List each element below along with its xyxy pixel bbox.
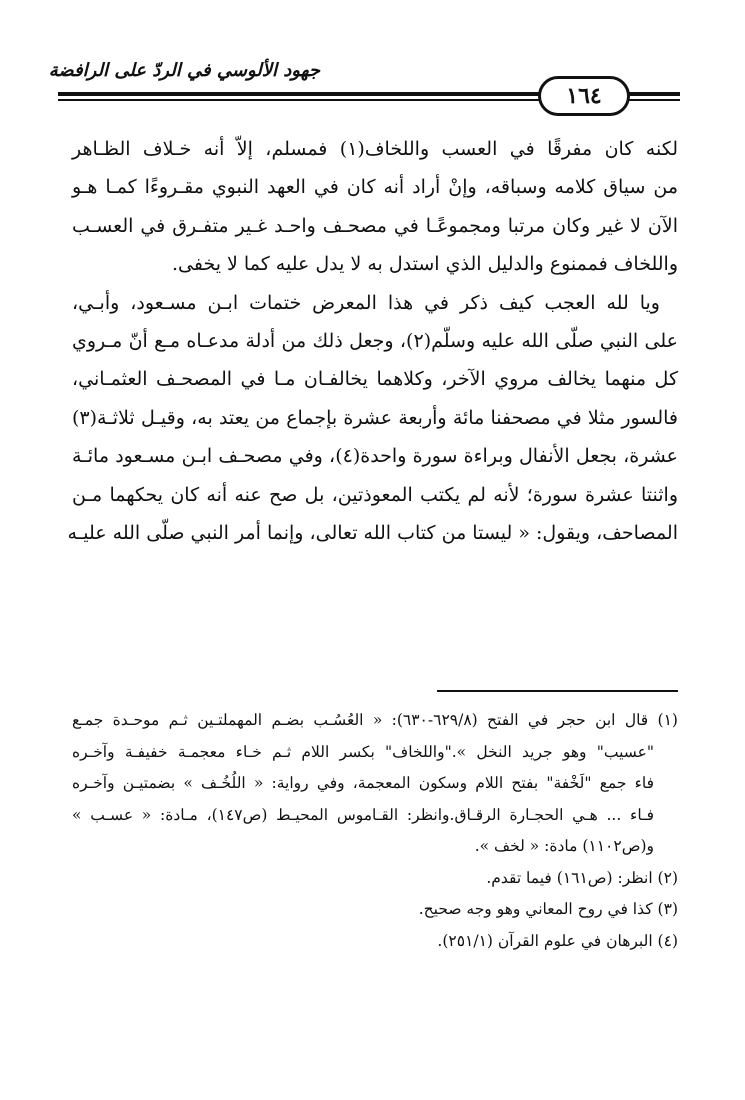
footnote-line: فاء جمع "لَخْفة" بفتح اللام وسكون المعجمة، وفي رواية: « اللُخُـف » بضمتيـن وآخـره — [72, 774, 654, 792]
footnote-line: (٢) انظر: (ص١٦١) فيما تقدم. — [486, 868, 678, 887]
text-line: كل منهما يخالف مروي الآخر، وكلاهما يخالفـان مـا في المصحـف العثمـاني، — [72, 368, 678, 391]
running-title: جهود الألوسي في الردّ على الرافضة — [48, 60, 320, 81]
text-line: على النبي صلّى الله عليه وسلّم(٢)، وجعل ذلك من أدلة مدعـاه مـع أنّ مـروي — [72, 330, 679, 353]
text-line: فالسور مثلا في مصحفنا مائة وأربعة عشرة بإجماع من يعتد به، وقيـل ثلاثـة(٣) — [72, 406, 678, 429]
footnote-3 — [72, 894, 678, 926]
footnote-rule — [437, 690, 678, 692]
text-line: واثنتا عشرة سورة؛ لأنه لم يكتب المعوذتين، بل صح عنه أنه كان يحكهما مـن — [72, 483, 678, 506]
text-line: واللخاف فممنوع والدليل الذي استدل به لا يدل عليه كما لا يخفى. — [171, 253, 678, 276]
footnote-line: فـاء ... هـي الحجـارة الرقـاق.وانظر: القـاموس المحيـط (ص١٤٧)، مـادة: « عسـب » — [72, 805, 654, 824]
paragraph-1 — [72, 130, 678, 284]
footnote-line: (١) قال ابن حجر في الفتح (٦٢٩/٨-٦٣٠): « العُسُـب بضـم المهملتـين ثـم موحـدة جمـع — [72, 711, 678, 729]
text-line: الآن لا غير وكان مرتبا ومجموعًـا في مصحـف واحـد غـير متفـرق في العسـب — [72, 214, 678, 237]
footnote-4 — [72, 926, 678, 958]
text-line: عشرة، بجعل الأنفال وبراءة سورة واحدة(٤)، وفي مصحـف ابـن مسـعود مائـة — [72, 445, 678, 468]
footnote-line: "عسيب" وهو جريد النخل »."واللخاف" بكسر اللام ثـم خـاء معجمـة خفيفـة وآخـره — [72, 742, 654, 761]
text-line: المصاحف، ويقول: « ليستا من كتاب الله تعالى، وإنما أمر النبي صلّى الله عليـه — [67, 522, 678, 545]
text-line: من سياق كلامه وسباقه، وإنْ أراد أنه كان في العهد النبوي مقـروءًا كمـا هـو — [72, 176, 678, 199]
footnote-line: (٤) البرهان في علوم القرآن (٢٥١/١). — [437, 931, 678, 950]
text-line: ويا لله العجب كيف ذكر في هذا المعرض ختمات ابـن مسـعود، وأبـي، — [72, 291, 660, 314]
footnote-1 — [72, 705, 678, 863]
main-text — [67, 130, 679, 552]
footnote-2 — [72, 863, 678, 895]
page-number: ١٦٤ — [538, 76, 630, 116]
footnotes — [72, 705, 678, 957]
text-line: لكنه كان مفرقًا في العسب واللخاف(١) فمسلم، إلاّ أنه خـلاف الظـاهر — [72, 138, 678, 160]
footnote-line: و(ص١١٠٢) مادة: « لخف ». — [474, 837, 654, 855]
footnote-line: (٣) كذا في روح المعاني وهو وجه صحيح. — [418, 900, 678, 918]
paragraph-2 — [67, 284, 679, 553]
